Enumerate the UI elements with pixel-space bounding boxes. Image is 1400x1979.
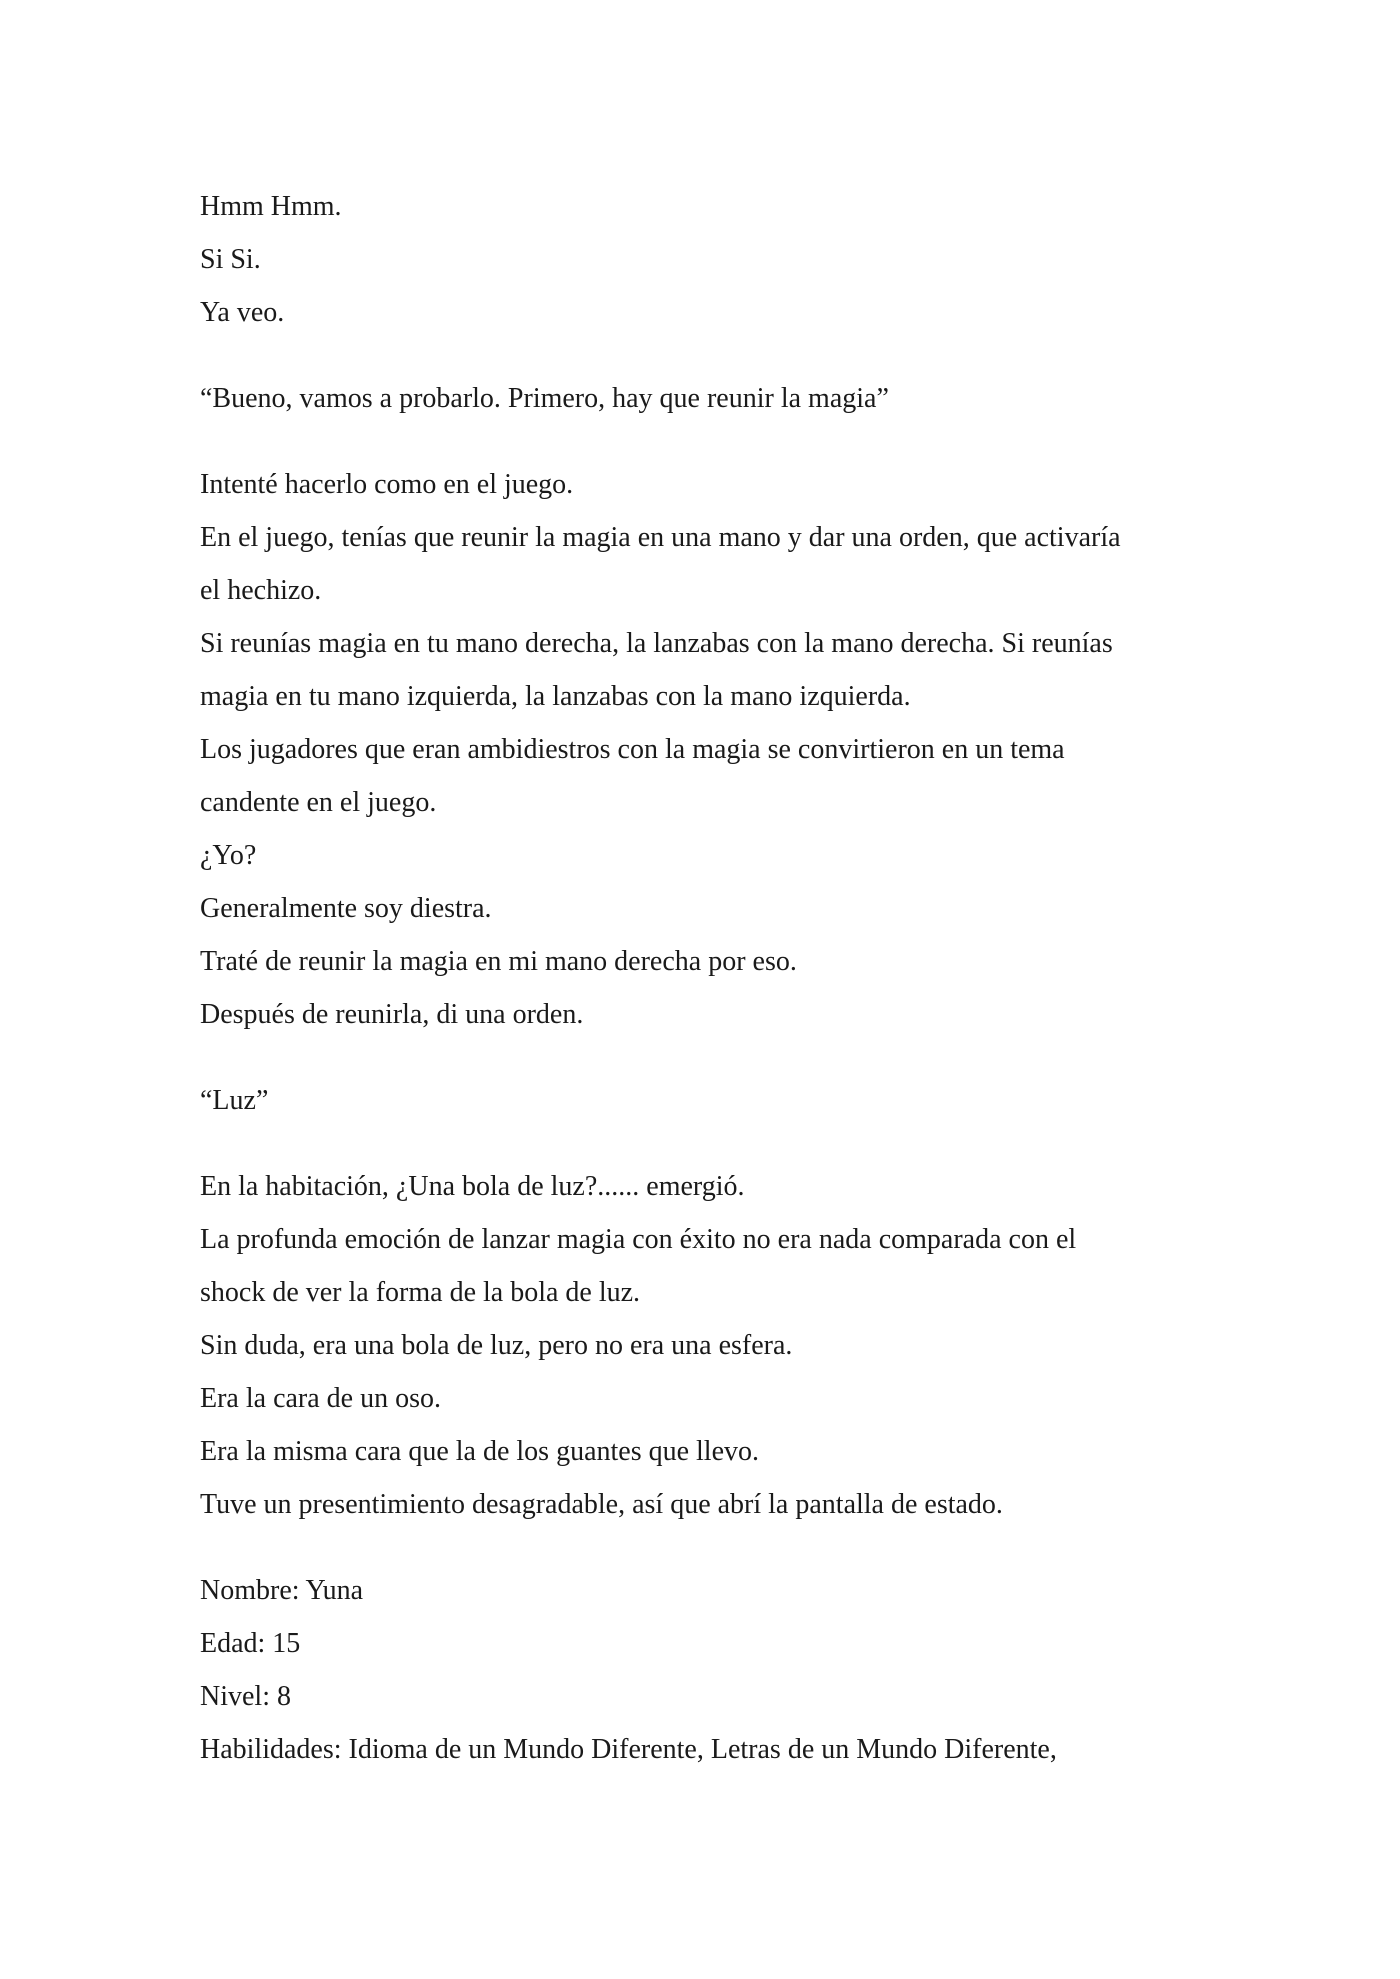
dialogue-block — [200, 1074, 1220, 1127]
text-line: En la habitación, ¿Una bola de luz?...... emergió. — [200, 1171, 745, 1202]
text-line: candente en el juego. — [200, 787, 437, 818]
text-line: Era la cara de un oso. — [200, 1383, 441, 1414]
dialogue-line: “Bueno, vamos a probarlo. Primero, hay que reunir la magia” — [200, 383, 889, 414]
status-line: Nombre: Yuna — [200, 1575, 364, 1606]
dialogue-line: “Luz” — [200, 1085, 269, 1116]
paragraph-gap — [200, 339, 1220, 372]
paragraph-block — [200, 180, 1220, 339]
text-line: En el juego, tenías que reunir la magia en una mano y dar una orden, que activaría — [200, 522, 1121, 553]
paragraph-gap — [200, 425, 1220, 458]
status-line: Nivel: 8 — [200, 1681, 291, 1712]
status-block — [200, 1564, 1220, 1776]
text-line: el hechizo. — [200, 575, 322, 606]
text-line: La profunda emoción de lanzar magia con éxito no era nada comparada con el — [200, 1224, 1077, 1255]
paragraph-block — [200, 458, 1220, 1041]
status-line: Edad: 15 — [200, 1628, 301, 1659]
text-line: shock de ver la forma de la bola de luz. — [200, 1277, 641, 1308]
text-line: Tuve un presentimiento desagradable, así que abrí la pantalla de estado. — [200, 1489, 1003, 1520]
paragraph-gap — [200, 1041, 1220, 1074]
text-line: Si Si. — [200, 244, 261, 275]
text-line: magia en tu mano izquierda, la lanzabas con la mano izquierda. — [200, 681, 911, 712]
text-line: Si reunías magia en tu mano derecha, la lanzabas con la mano derecha. Si reunías — [200, 628, 1113, 659]
text-line: ¿Yo? — [200, 840, 257, 871]
text-line: Intenté hacerlo como en el juego. — [200, 469, 574, 500]
text-line: Los jugadores que eran ambidiestros con la magia se convirtieron en un tema — [200, 734, 1065, 765]
text-line: Ya veo. — [200, 297, 285, 328]
paragraph-gap — [200, 1531, 1220, 1564]
paragraph-block — [200, 1160, 1220, 1531]
paragraph-gap — [200, 1127, 1220, 1160]
text-line: Traté de reunir la magia en mi mano derecha por eso. — [200, 946, 797, 977]
text-line: Era la misma cara que la de los guantes que llevo. — [200, 1436, 760, 1467]
text-line: Hmm Hmm. — [200, 191, 342, 222]
status-line: Habilidades: Idioma de un Mundo Diferente, Letras de un Mundo Diferente, — [200, 1734, 1057, 1765]
text-line: Generalmente soy diestra. — [200, 893, 492, 924]
text-line: Después de reunirla, di una orden. — [200, 999, 584, 1030]
text-line: Sin duda, era una bola de luz, pero no era una esfera. — [200, 1330, 793, 1361]
dialogue-block — [200, 372, 1220, 425]
